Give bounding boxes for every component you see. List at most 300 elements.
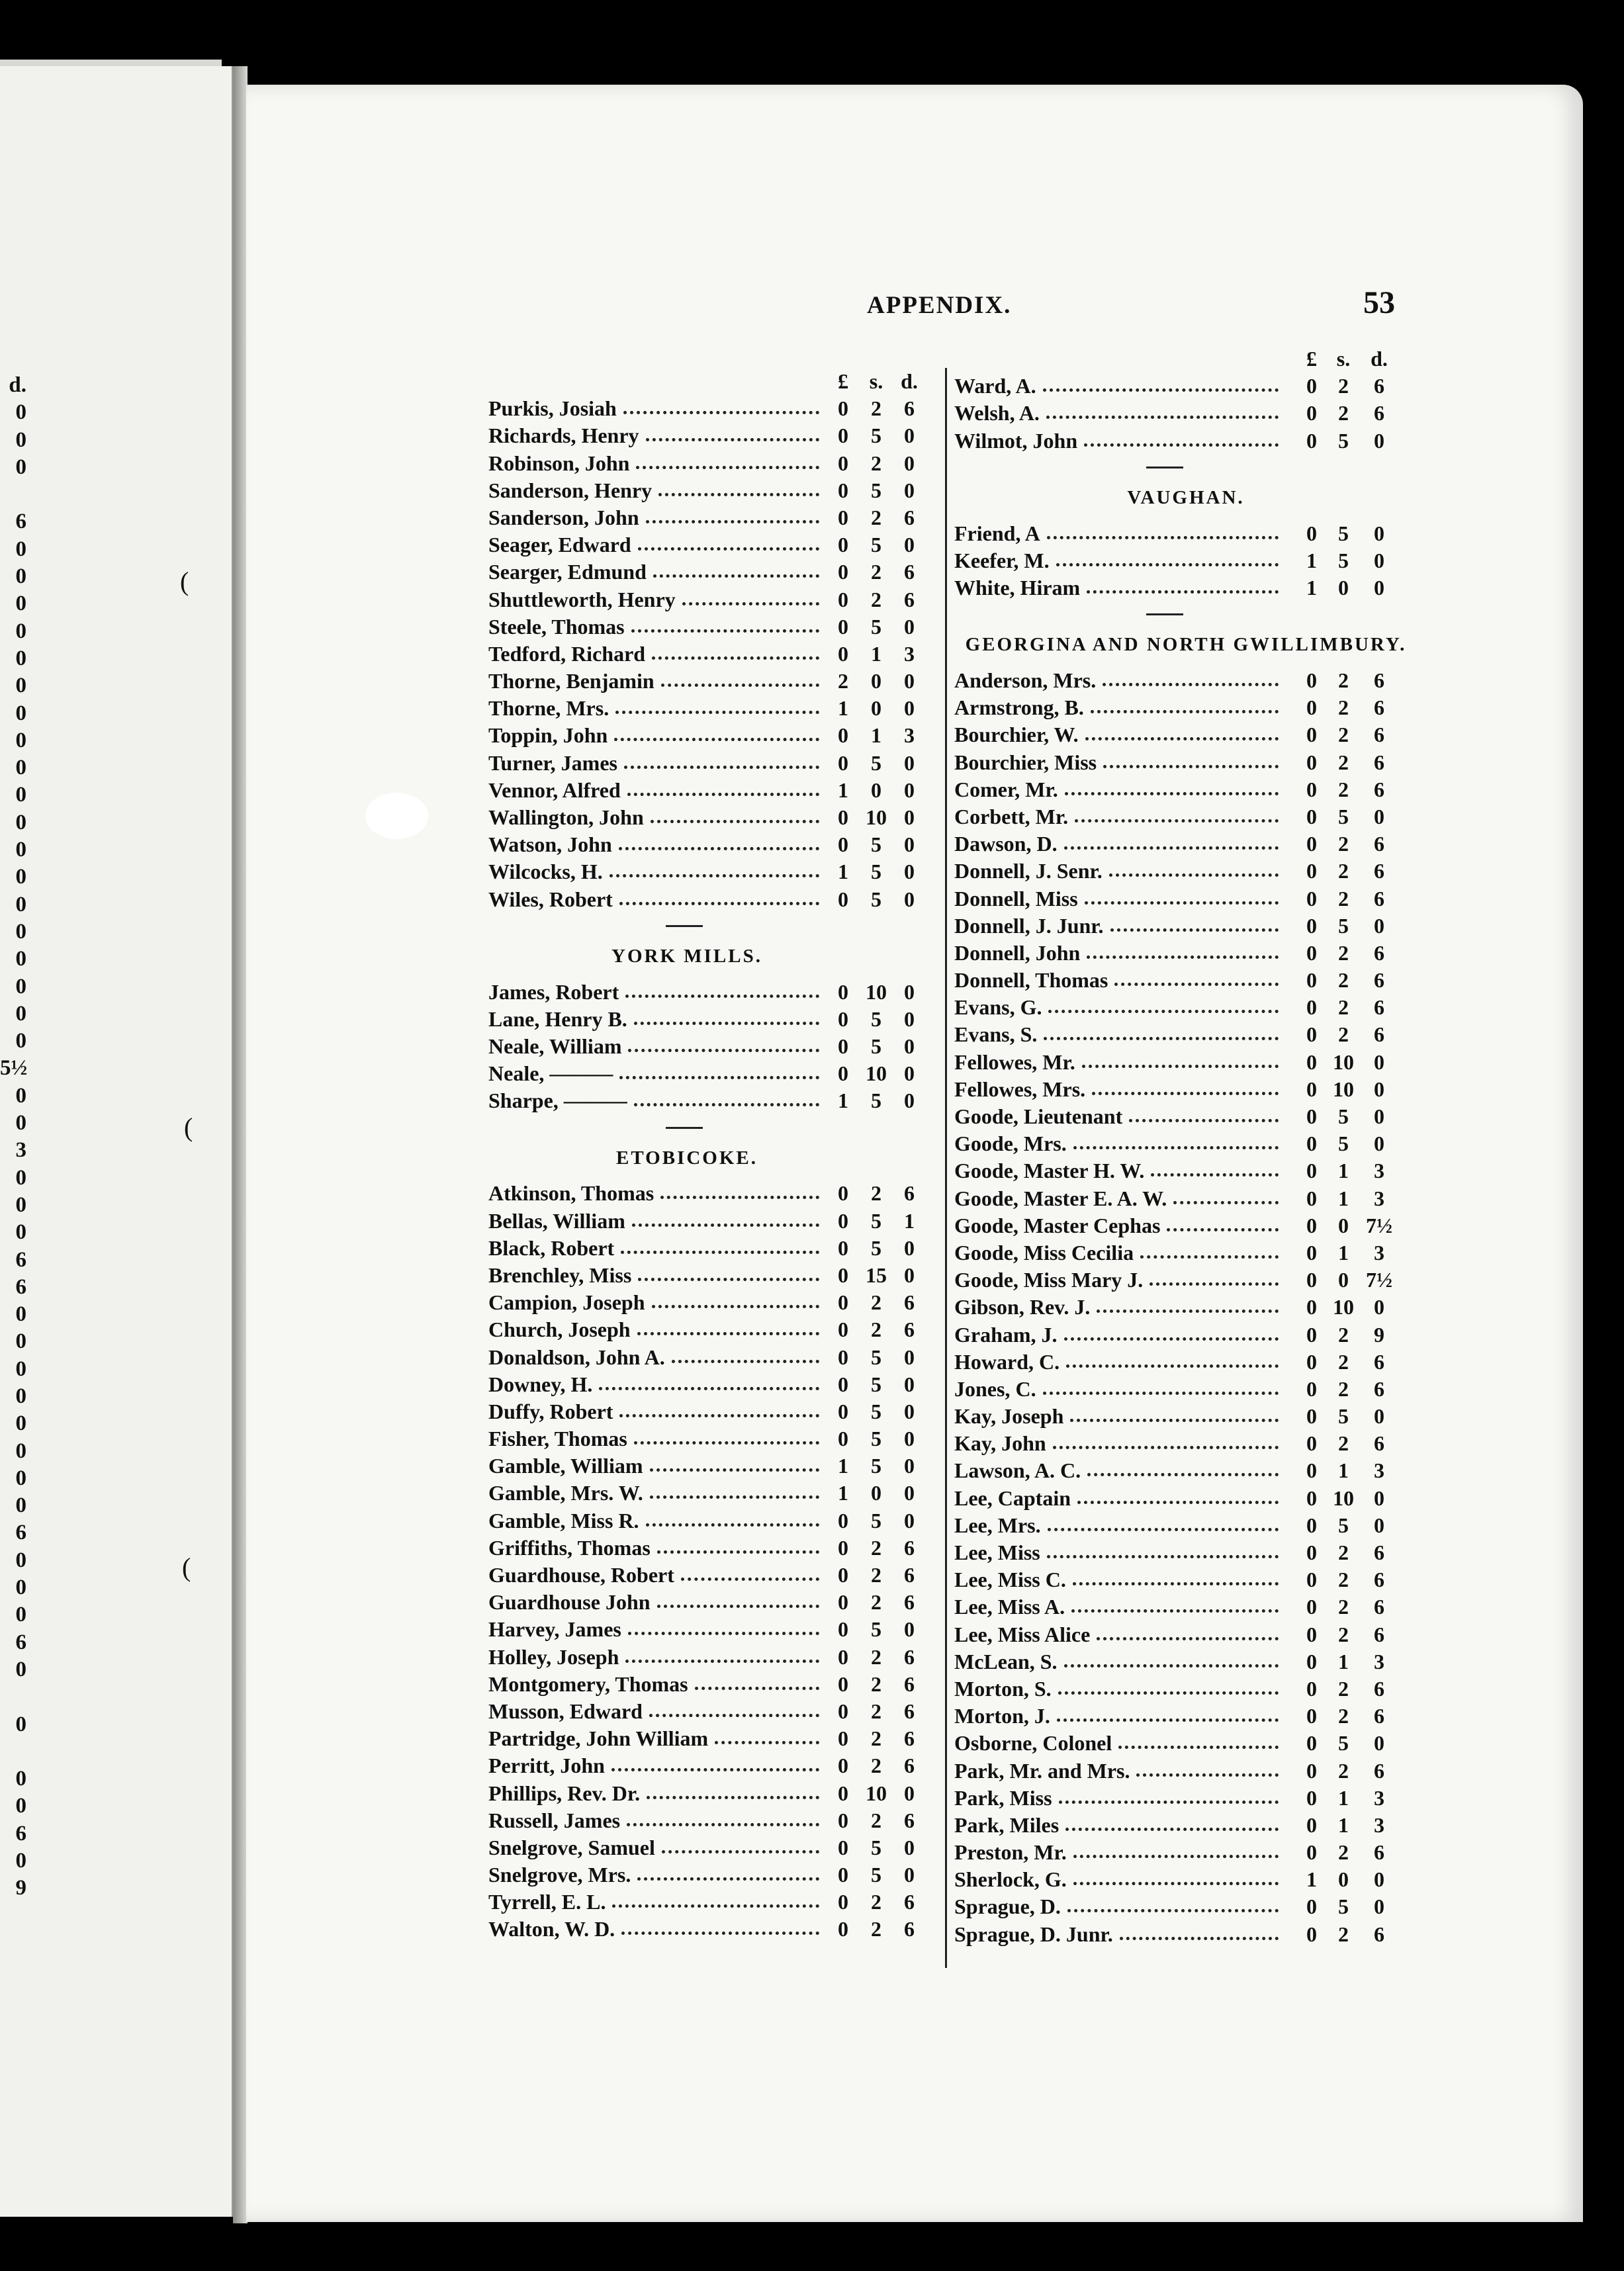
pence-value: 0 <box>904 1863 915 1887</box>
shillings-value: 5 <box>1338 1132 1349 1156</box>
pounds-value: 0 <box>1306 886 1317 911</box>
pounds-value: 0 <box>838 1726 848 1751</box>
pounds-value: 0 <box>838 560 848 584</box>
subscriber-row <box>488 504 938 531</box>
dot-leader <box>1114 983 1279 986</box>
subscriber-name: Sharpe, ——— <box>488 1089 627 1113</box>
section-title: YORK MILLS. <box>611 946 762 967</box>
pounds-value: 1 <box>838 1089 848 1113</box>
pounds-value: 0 <box>1306 1431 1317 1456</box>
dot-leader <box>619 1076 819 1079</box>
shillings-value: 5 <box>871 1372 881 1396</box>
subscriber-row <box>488 613 938 641</box>
pounds-value: 0 <box>838 423 848 448</box>
subscriber-name: Lee, Miss Alice <box>954 1622 1091 1646</box>
shillings-value: 2 <box>1338 1349 1349 1374</box>
subscriber-row <box>488 558 938 586</box>
pounds-value: 0 <box>1306 1404 1317 1429</box>
subscriber-row <box>954 1512 1418 1539</box>
pounds-value: 0 <box>1306 723 1317 747</box>
left-page-digit: 0 <box>15 619 26 643</box>
left-page-digit: 9 <box>15 1876 26 1900</box>
dot-leader <box>634 1441 819 1445</box>
subscriber-name: Steele, Thomas <box>488 614 625 639</box>
pence-value: 6 <box>1374 859 1384 883</box>
currency-header-row <box>954 345 1418 373</box>
pence-value: 7½ <box>1366 1213 1392 1237</box>
subscriber-name: Harvey, James <box>488 1617 621 1642</box>
section-rule <box>1146 467 1183 468</box>
subscriber-row <box>488 1180 938 1207</box>
shillings-value: 5 <box>871 750 881 775</box>
subscriber-row <box>488 1644 938 1671</box>
pence-value: 3 <box>1374 1785 1384 1810</box>
left-page-digit: 0 <box>15 1029 26 1053</box>
dot-leader <box>609 874 819 877</box>
subscriber-row <box>488 979 938 1006</box>
shillings-value: 2 <box>1338 859 1349 883</box>
shillings-value: 5 <box>871 533 881 557</box>
pence-value: 1 <box>904 1208 915 1233</box>
pence-value: 0 <box>904 832 915 857</box>
shillings-value: 5 <box>1338 1513 1349 1537</box>
subscriber-row <box>488 1452 938 1480</box>
dot-leader <box>631 629 819 633</box>
left-page-digit: 0 <box>15 1493 26 1518</box>
subscriber-row <box>488 450 938 477</box>
left-page-digit: 0 <box>15 1329 26 1354</box>
subscriber-row <box>954 1103 1418 1130</box>
pounds-value: 0 <box>1306 1785 1317 1810</box>
pence-value: 6 <box>904 1726 915 1751</box>
dot-leader <box>1057 1718 1279 1722</box>
subscriber-name: Goode, Miss Cecilia <box>954 1240 1134 1265</box>
pence-value: 0 <box>904 750 915 775</box>
pence-value: 6 <box>904 1917 915 1941</box>
subscriber-name: Sanderson, Henry <box>488 478 653 502</box>
pounds-value: 0 <box>1306 995 1317 1020</box>
subscriber-name: Lee, Miss C. <box>954 1568 1066 1592</box>
shillings-value: 5 <box>1338 521 1349 545</box>
subscriber-name: Guardhouse John <box>488 1590 651 1615</box>
pence-value: 0 <box>1374 1486 1384 1510</box>
dot-leader <box>632 1224 819 1227</box>
left-page-digit: 3 <box>15 1138 26 1163</box>
pounds-value: 0 <box>1306 1486 1317 1510</box>
shillings-value: 5 <box>1338 1894 1349 1919</box>
subscriber-row <box>954 1485 1418 1512</box>
subscriber-row <box>954 1049 1418 1076</box>
shillings-value: 2 <box>871 1290 881 1315</box>
section-rule-row <box>954 455 1418 484</box>
subscriber-row <box>954 373 1418 400</box>
subscriber-name: Donnell, John <box>954 940 1081 965</box>
shillings-value: 2 <box>871 505 881 529</box>
subscriber-name: Howard, C. <box>954 1349 1060 1374</box>
left-page-digit: 0 <box>15 1220 26 1245</box>
subscriber-row <box>488 695 938 722</box>
shillings-value: 10 <box>1333 1295 1354 1319</box>
pounds-value: 0 <box>1306 1731 1317 1756</box>
pence-value: 6 <box>904 396 915 421</box>
left-page-digit: 0 <box>15 1192 26 1217</box>
pence-value: 0 <box>904 423 915 448</box>
left-page-digit: 0 <box>15 1548 26 1572</box>
book-gutter <box>233 66 248 2223</box>
subscriber-name: Donnell, Thomas <box>954 968 1108 993</box>
shillings-value: 2 <box>1338 401 1349 425</box>
pounds-value: 0 <box>1306 1132 1317 1156</box>
subscriber-row <box>488 641 938 668</box>
shillings-value: 2 <box>1338 886 1349 911</box>
subscriber-name: Kay, Joseph <box>954 1404 1064 1429</box>
dot-leader <box>650 1468 819 1472</box>
dot-leader <box>646 1523 819 1527</box>
pence-value: 6 <box>1374 1431 1384 1456</box>
left-page-digit: 0 <box>15 783 26 807</box>
subscriber-row <box>954 1921 1418 1948</box>
section-rule-row <box>488 1115 938 1145</box>
subscriber-name: Turner, James <box>488 750 617 775</box>
dot-leader <box>1151 1173 1279 1177</box>
dot-leader <box>657 1550 819 1554</box>
subscriber-row <box>954 1675 1418 1703</box>
pence-value: 0 <box>904 669 915 693</box>
pounds-value: 0 <box>1306 804 1317 828</box>
subscriber-name: Preston, Mr. <box>954 1840 1067 1865</box>
subscriber-name: Friend, A <box>954 521 1040 545</box>
shillings-value: 1 <box>1338 1458 1349 1483</box>
shillings-value: 5 <box>1338 913 1349 938</box>
dot-leader <box>1150 1282 1279 1286</box>
shillings-value: 5 <box>871 423 881 448</box>
pounds-value: 0 <box>1306 695 1317 720</box>
pounds-value: 0 <box>838 1754 848 1778</box>
dot-leader <box>1059 1801 1279 1804</box>
subscriber-name: Graham, J. <box>954 1322 1058 1347</box>
currency-header: s. <box>1336 347 1351 371</box>
subscriber-name: Seager, Edward <box>488 533 631 557</box>
subscriber-name: Wilmot, John <box>954 428 1078 453</box>
subscriber-name: Vennor, Alfred <box>488 778 621 802</box>
subscriber-row <box>488 777 938 804</box>
dot-leader <box>681 1578 819 1581</box>
subscriber-row <box>488 1589 938 1616</box>
subscriber-name: Campion, Joseph <box>488 1290 645 1315</box>
subscriber-row <box>954 830 1418 858</box>
pence-value: 0 <box>1374 1104 1384 1129</box>
subscriber-name: Lee, Mrs. <box>954 1513 1041 1537</box>
shillings-value: 2 <box>1338 1922 1349 1946</box>
subscriber-row <box>954 1076 1418 1103</box>
shillings-value: 2 <box>1338 1676 1349 1701</box>
pounds-value: 0 <box>838 1671 848 1696</box>
shillings-value: 5 <box>871 887 881 911</box>
subscriber-row <box>954 1893 1418 1920</box>
pounds-value: 0 <box>838 979 848 1004</box>
subscriber-row <box>488 1616 938 1643</box>
pounds-value: 0 <box>1306 1540 1317 1565</box>
left-page-digit: 0 <box>15 1083 26 1108</box>
shillings-value: 5 <box>871 1399 881 1423</box>
subscriber-row <box>488 722 938 749</box>
pounds-value: 0 <box>1306 521 1317 545</box>
pence-value: 0 <box>1374 1404 1384 1429</box>
pounds-value: 0 <box>838 1617 848 1642</box>
left-page <box>0 66 234 2217</box>
subscriber-row <box>954 1593 1418 1621</box>
subscriber-row <box>488 1235 938 1262</box>
shillings-value: 5 <box>1338 804 1349 828</box>
subscriber-name: Bellas, William <box>488 1208 625 1233</box>
dot-leader <box>619 847 819 850</box>
dot-leader <box>1065 792 1279 795</box>
subscriber-name: Morton, S. <box>954 1676 1052 1701</box>
subscriber-name: Evans, G. <box>954 995 1042 1020</box>
pounds-value: 0 <box>838 1508 848 1533</box>
subscriber-name: Corbett, Mr. <box>954 804 1069 828</box>
pence-value: 0 <box>904 1034 915 1058</box>
subscriber-row <box>954 400 1418 427</box>
dot-leader <box>599 1387 819 1390</box>
subscriber-name: Downey, H. <box>488 1372 593 1396</box>
pence-value: 6 <box>904 505 915 529</box>
shillings-value: 5 <box>871 1034 881 1058</box>
pounds-value: 0 <box>1306 968 1317 993</box>
subscriber-row <box>954 940 1418 967</box>
shillings-value: 0 <box>1338 1213 1349 1237</box>
pounds-value: 0 <box>1306 777 1317 801</box>
subscriber-row <box>488 1033 938 1060</box>
pence-value: 0 <box>904 1399 915 1423</box>
subscriber-row <box>488 858 938 885</box>
dot-leader <box>1071 1609 1279 1613</box>
dot-leader <box>715 1741 819 1744</box>
subscriber-row <box>954 994 1418 1021</box>
dot-leader <box>621 1251 819 1254</box>
pence-value: 6 <box>904 1890 915 1914</box>
subscriber-name: Neale, ——— <box>488 1061 613 1086</box>
left-page-digit: 0 <box>15 1767 26 1791</box>
subscriber-name: Black, Robert <box>488 1235 615 1260</box>
pence-value: 0 <box>1374 428 1384 453</box>
dot-leader <box>1092 1092 1279 1095</box>
dot-leader <box>1129 1119 1279 1122</box>
pounds-value: 1 <box>838 1454 848 1478</box>
subscriber-row <box>954 1758 1418 1785</box>
subscriber-name: Church, Joseph <box>488 1317 631 1342</box>
pounds-value: 0 <box>838 396 848 421</box>
shillings-value: 0 <box>1338 575 1349 600</box>
shillings-value: 2 <box>1338 968 1349 993</box>
subscriber-row <box>488 477 938 504</box>
dot-leader <box>657 1605 819 1608</box>
subscriber-name: Wallington, John <box>488 805 644 829</box>
subscriber-name: Lane, Henry B. <box>488 1006 627 1031</box>
subscriber-row <box>488 1562 938 1589</box>
dot-leader <box>1073 1882 1279 1885</box>
pence-value: 0 <box>904 805 915 829</box>
pounds-value: 0 <box>838 1208 848 1233</box>
subscriber-name: Holley, Joseph <box>488 1644 619 1669</box>
dot-leader <box>621 1932 819 1935</box>
pence-value: 6 <box>904 1644 915 1669</box>
shillings-value: 5 <box>871 1089 881 1113</box>
left-page-digit: 0 <box>15 701 26 725</box>
subscriber-row <box>954 1349 1418 1376</box>
subscriber-row <box>488 750 938 777</box>
left-page-digit: 0 <box>15 564 26 589</box>
pounds-value: 0 <box>838 1644 848 1669</box>
shillings-value: 5 <box>1338 1731 1349 1756</box>
pence-value: 0 <box>904 696 915 721</box>
pounds-value: 0 <box>838 1699 848 1723</box>
dot-leader <box>1082 1065 1279 1068</box>
pounds-value: 0 <box>838 1317 848 1342</box>
subscriber-row <box>954 967 1418 994</box>
subscriber-name: Wilcocks, H. <box>488 860 603 884</box>
section-title: GEORGINA AND NORTH GWILLIMBURY. <box>965 634 1407 656</box>
running-head: APPENDIX. <box>867 292 1012 319</box>
dot-leader <box>1087 590 1279 594</box>
pounds-value: 0 <box>838 641 848 666</box>
subscriber-name: Neale, William <box>488 1034 622 1058</box>
shillings-value: 1 <box>1338 1785 1349 1810</box>
subscriber-row <box>488 1208 938 1235</box>
subscriber-name: Wiles, Robert <box>488 887 613 911</box>
pence-value: 6 <box>1374 1704 1384 1728</box>
dot-leader <box>636 466 819 469</box>
subscriber-name: Goode, Master Cephas <box>954 1213 1161 1237</box>
subscriber-name: Ward, A. <box>954 374 1036 398</box>
dot-leader <box>615 711 819 714</box>
subscriber-name: Goode, Master E. A. W. <box>954 1186 1167 1210</box>
subscriber-row <box>488 1698 938 1725</box>
left-page-digit <box>0 481 26 508</box>
subscriber-name: Partridge, John William <box>488 1726 709 1751</box>
subscriber-name: Toppin, John <box>488 723 608 748</box>
shillings-value: 2 <box>1338 1704 1349 1728</box>
shillings-value: 5 <box>1338 1404 1349 1429</box>
dot-leader <box>1085 901 1279 905</box>
subscriber-row <box>488 1262 938 1289</box>
dot-leader <box>662 1850 819 1853</box>
pounds-value: 0 <box>838 1290 848 1315</box>
dot-leader <box>619 902 819 905</box>
pence-value: 0 <box>904 1345 915 1369</box>
shillings-value: 5 <box>871 1006 881 1031</box>
pounds-value: 0 <box>1306 668 1317 693</box>
dot-leader <box>1103 683 1279 686</box>
pence-value: 6 <box>1374 968 1384 993</box>
pounds-value: 0 <box>838 723 848 748</box>
subscriber-row <box>954 1157 1418 1184</box>
subscriber-row <box>954 1321 1418 1349</box>
pounds-value: 0 <box>838 587 848 611</box>
pounds-value: 0 <box>838 1345 848 1369</box>
subscriber-row <box>488 1316 938 1343</box>
subscriber-row <box>488 1425 938 1452</box>
subscriber-name: Purkis, Josiah <box>488 396 617 421</box>
subscriber-name: Snelgrove, Samuel <box>488 1835 655 1859</box>
shillings-value: 1 <box>1338 1186 1349 1210</box>
pence-value: 6 <box>904 1290 915 1315</box>
subscriber-row <box>488 1671 938 1698</box>
pounds-value: 1 <box>1306 575 1317 600</box>
pounds-value: 0 <box>838 1061 848 1086</box>
dot-leader <box>628 1632 819 1635</box>
subscriber-row <box>488 1916 938 1943</box>
left-page-digit: 0 <box>15 400 26 425</box>
shillings-value: 5 <box>871 1208 881 1233</box>
subscriber-name: James, Robert <box>488 979 619 1004</box>
left-page-digit: 0 <box>15 947 26 971</box>
subscriber-row <box>954 1239 1418 1267</box>
shillings-value: 10 <box>1333 1077 1354 1101</box>
pounds-value: 0 <box>1306 1159 1317 1183</box>
subscriber-name: Lee, Captain <box>954 1486 1071 1510</box>
left-page-digit: 0 <box>15 810 26 834</box>
shillings-value: 2 <box>1338 723 1349 747</box>
shillings-value: 5 <box>871 1508 881 1533</box>
left-page-digit: d. <box>9 373 26 397</box>
shillings-value: 2 <box>871 1535 881 1560</box>
dot-leader <box>1043 388 1279 392</box>
pounds-value: 0 <box>1306 1322 1317 1347</box>
pounds-value: 0 <box>1306 1049 1317 1074</box>
pence-value: 0 <box>904 1454 915 1478</box>
subscriber-name: Evans, S. <box>954 1022 1038 1047</box>
pounds-value: 0 <box>1306 1758 1317 1783</box>
section-rule-row <box>954 601 1418 631</box>
dot-leader <box>637 1877 819 1881</box>
shillings-value: 0 <box>871 1481 881 1505</box>
subscriber-name: Musson, Edward <box>488 1699 643 1723</box>
pence-value: 0 <box>1374 1513 1384 1537</box>
dot-leader <box>1087 1473 1279 1476</box>
subscriber-name: Sanderson, John <box>488 505 639 529</box>
shillings-value: 0 <box>1338 1867 1349 1892</box>
left-page-digit: 6 <box>15 1274 26 1299</box>
subscriber-row <box>954 1839 1418 1866</box>
pence-value: 3 <box>1374 1458 1384 1483</box>
left-page-digit: 5½ <box>0 1056 28 1081</box>
left-page-digit: 0 <box>15 1466 26 1490</box>
pounds-value: 0 <box>838 1006 848 1031</box>
subscriber-name: Gibson, Rev. J. <box>954 1295 1091 1319</box>
subscriber-row <box>488 1087 938 1114</box>
pence-value: 6 <box>904 1563 915 1587</box>
shillings-value: 2 <box>1338 668 1349 693</box>
subscriber-name: Donnell, J. Junr. <box>954 913 1104 938</box>
pence-value: 0 <box>1374 1132 1384 1156</box>
pounds-value: 0 <box>838 614 848 639</box>
pence-value: 0 <box>904 1061 915 1086</box>
shillings-value: 1 <box>871 641 881 666</box>
subscriber-row <box>954 1648 1418 1675</box>
dot-leader <box>1064 1664 1279 1668</box>
subscriber-name: Duffy, Robert <box>488 1399 613 1423</box>
dot-leader <box>1136 1773 1279 1777</box>
pence-value: 6 <box>904 1181 915 1206</box>
currency-header: s. <box>869 369 883 393</box>
pence-value: 0 <box>1374 1049 1384 1074</box>
shillings-value: 5 <box>871 860 881 884</box>
dot-leader <box>1047 536 1279 539</box>
dot-leader <box>1048 1528 1279 1531</box>
pounds-value: 0 <box>838 1890 848 1914</box>
left-page-digit: 6 <box>15 1630 26 1654</box>
